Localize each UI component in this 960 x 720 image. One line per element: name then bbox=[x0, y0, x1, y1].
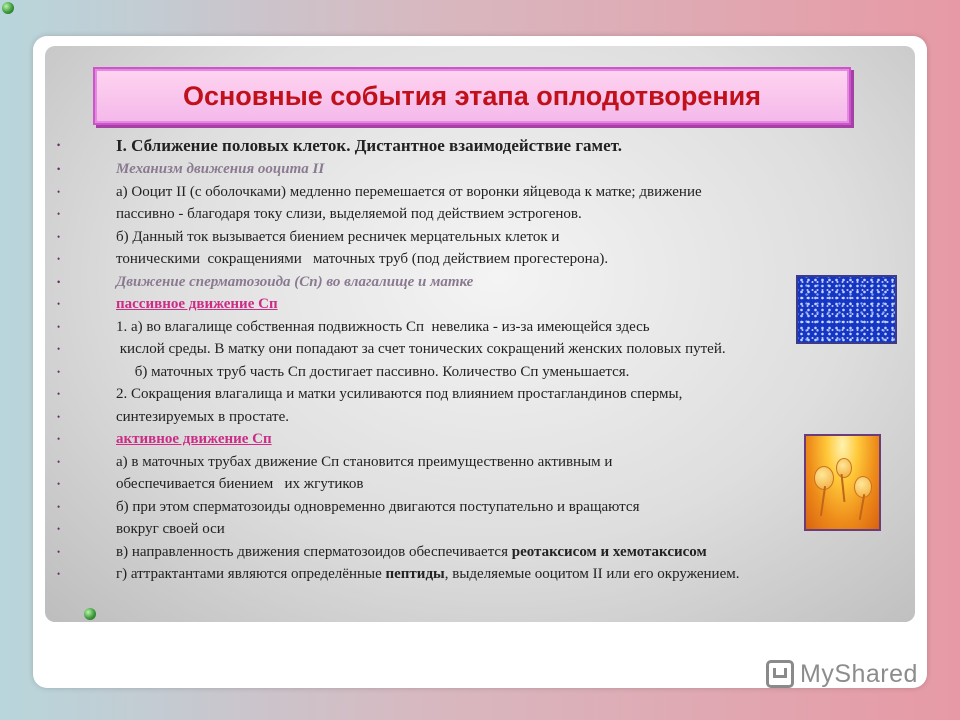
bullet-icon: • bbox=[57, 209, 61, 219]
bullet-icon: • bbox=[57, 501, 61, 512]
bullet-icon: • bbox=[57, 231, 61, 242]
emphasized-text: пептиды bbox=[385, 566, 445, 582]
list-item-text: Движение сперматозоида (Сп) во влагалище и матке bbox=[116, 273, 474, 290]
slide-title: Основные события этапа оплодотворения bbox=[182, 80, 762, 111]
list-item bbox=[56, 181, 906, 204]
bullet-icon: • bbox=[57, 276, 61, 287]
list-item bbox=[56, 316, 906, 339]
bullet-icon: • bbox=[57, 479, 61, 489]
bullet-icon: • bbox=[57, 524, 61, 534]
list-item-text: а) Ооцит II (с оболочками) медленно перемешается от воронки яйцевода к матке; движение bbox=[116, 183, 702, 200]
bullet-icon: • bbox=[57, 321, 61, 332]
watermark-text: MyShared bbox=[800, 659, 918, 688]
list-item-text: б) при этом сперматозоиды одновременно двигаются поступательно и вращаются bbox=[116, 498, 640, 515]
list-item-text: а) в маточных трубах движение Сп становится преимущественно активным и bbox=[116, 453, 613, 470]
myshared-logo-icon bbox=[766, 660, 794, 688]
bullet-icon: • bbox=[57, 456, 61, 467]
list-item bbox=[56, 271, 906, 294]
list-item bbox=[56, 203, 906, 226]
bullet-icon: • bbox=[57, 411, 61, 422]
bullet-icon: • bbox=[57, 389, 61, 399]
title-banner bbox=[93, 67, 851, 125]
bullet-list bbox=[56, 134, 906, 586]
list-item-text: 1. а) во влагалище собственная подвижность Сп невелика - из-за имеющейся здесь bbox=[116, 318, 650, 335]
emphasized-text: реотаксисом и хемотаксисом bbox=[511, 543, 707, 560]
section-link: пассивное движение Сп bbox=[116, 296, 278, 312]
list-item-text: тоническими сокращениями маточных труб (под действием прогестерона). bbox=[116, 251, 609, 267]
bullet-icon: • bbox=[57, 546, 61, 557]
list-item-text: г) аттрактантами являются определённые bbox=[116, 566, 386, 582]
list-item bbox=[56, 428, 906, 451]
list-item bbox=[56, 451, 906, 474]
bullet-icon: • bbox=[57, 164, 61, 174]
list-item-text: в) направленность движения сперматозоидов обеспечивается bbox=[116, 543, 512, 560]
list-item-text: синтезируемых в простате. bbox=[116, 408, 290, 425]
list-item bbox=[56, 383, 906, 406]
green-orb-icon bbox=[84, 608, 96, 620]
watermark bbox=[766, 654, 926, 694]
bullet-icon: • bbox=[57, 569, 61, 579]
list-item bbox=[56, 496, 906, 519]
list-item-text: I. Сближение половых клеток. Дистантное взаимодействие гамет. bbox=[116, 136, 623, 155]
list-item bbox=[56, 541, 906, 564]
bullet-icon: • bbox=[57, 344, 61, 354]
list-item bbox=[56, 473, 906, 496]
green-orb-icon bbox=[2, 2, 14, 14]
list-item bbox=[56, 134, 906, 157]
bullet-icon: • bbox=[57, 366, 61, 377]
list-item-text: кислой среды. В матку они попадают за счет тонических сокращений женских половых путей. bbox=[116, 341, 726, 357]
list-item bbox=[56, 338, 906, 361]
bullet-icon: • bbox=[57, 299, 61, 309]
list-item bbox=[56, 563, 906, 586]
list-item bbox=[56, 406, 906, 429]
bullet-icon: • bbox=[57, 186, 61, 197]
list-item bbox=[56, 518, 906, 541]
bullet-icon: • bbox=[57, 434, 61, 444]
section-link: активное движение Сп bbox=[116, 431, 272, 447]
list-item-text: б) Данный ток вызывается биением ресничек мерцательных клеток и bbox=[116, 228, 560, 245]
bullet-icon: • bbox=[57, 140, 61, 150]
bullet-icon: • bbox=[57, 254, 61, 264]
list-item bbox=[56, 361, 906, 384]
orange-sperm-illustration-image bbox=[804, 434, 881, 531]
list-item-text: пассивно - благодаря току слизи, выделяемой под действием эстрогенов. bbox=[116, 206, 582, 222]
list-item bbox=[56, 248, 906, 271]
list-item-text: Механизм движения ооцита II bbox=[116, 161, 325, 177]
list-item-text: вокруг своей оси bbox=[116, 521, 225, 537]
list-item-text: 2. Сокращения влагалища и матки усиливаются под влиянием простагландинов спермы, bbox=[116, 386, 683, 402]
list-item bbox=[56, 226, 906, 249]
blue-sperm-microscopy-image bbox=[796, 275, 897, 344]
list-item-text: обеспечивается биением их жгутиков bbox=[116, 476, 364, 492]
list-item-text: , выделяемые ооцитом II или его окружением. bbox=[444, 566, 740, 582]
list-item-text: б) маточных труб часть Сп достигает пассивно. Количество Сп уменьшается. bbox=[116, 363, 630, 380]
list-item bbox=[56, 293, 906, 316]
list-item bbox=[56, 158, 906, 181]
